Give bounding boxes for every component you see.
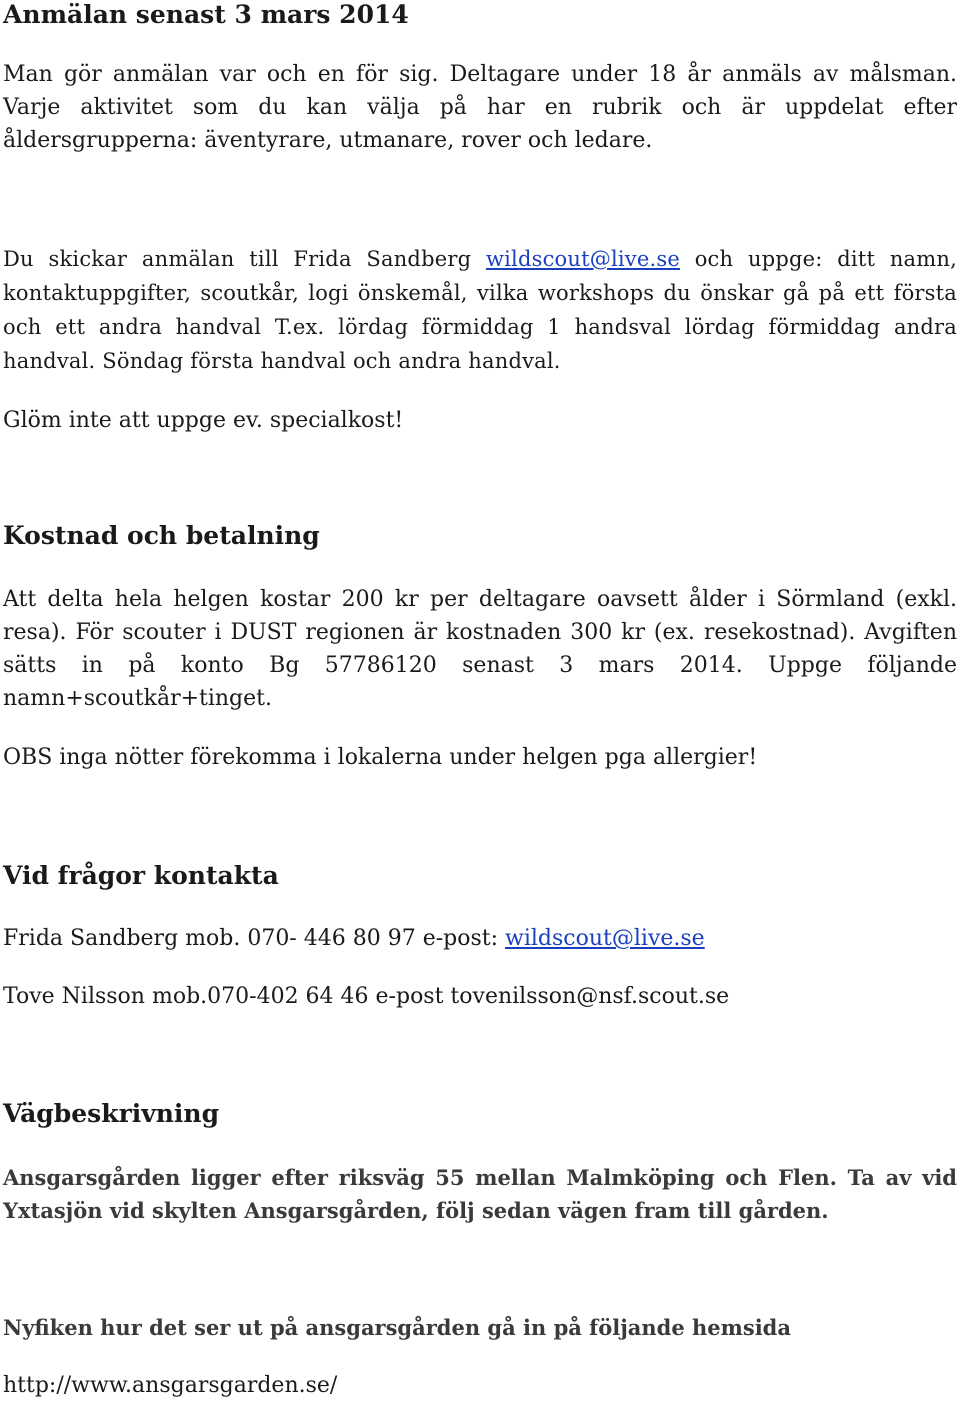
contact-frida [3, 922, 705, 955]
directions-text: Ansgarsgården ligger efter riksväg 55 mellan Malmköping och Flen. Ta av vid Yxtasjön vid skylten Ansgarsgården, följ sedan vägen fram till gården. [3, 1165, 957, 1223]
cost-heading: Kostnad och betalning [3, 521, 320, 550]
registration-heading: Anmälan senast 3 mars 2014 [3, 0, 409, 29]
nuts-notice: OBS inga nötter förekomma i lokalerna under helgen pga allergier! [3, 745, 758, 770]
registration-intro: Man gör anmälan var och en för sig. Deltagare under 18 år anmäls av målsman. Varje aktivitet som du kan välja på har en rubrik och är uppdelat efter åldersgrupperna: äventyrare, utmanare, rover och ledare. [3, 62, 957, 153]
contact-frida-text: Frida Sandberg mob. 070- 446 80 97 e-post: [3, 926, 506, 951]
contact-frida-email-link[interactable]: wildscout@live.se [505, 926, 705, 951]
registration-email-link[interactable]: wildscout@live.se [485, 247, 680, 271]
cost-text: Att delta hela helgen kostar 200 kr per deltagare oavsett ålder i Sörmland (exkl. resa). För scouter i DUST regionen är kostnaden 300 kr (ex. resekostnad). Avgiften sätts in på konto Bg 57786120 senast 3 mars 2014. Uppge följande namn+scoutkår+tinget. [3, 587, 957, 711]
registration-instructions [3, 242, 957, 378]
send-suffix: och uppge: ditt namn, kontaktuppgifter, scoutkår, logi önskemål, vilka workshops du önskar gå på ett första och ett andra handval T.ex. lördag förmiddag 1 handsval lördag förmiddag andra handval. Söndag första handval och andra handval. [3, 247, 957, 373]
diet-reminder: Glöm inte att uppge ev. specialkost! [3, 408, 404, 433]
send-prefix: Du skickar anmälan till Frida Sandberg [3, 247, 486, 271]
website-intro: Nyfiken hur det ser ut på ansgarsgården gå in på följande hemsida [3, 1315, 791, 1340]
contact-heading: Vid frågor kontakta [3, 861, 279, 890]
contact-tove: Tove Nilsson mob.070-402 64 46 e-post tovenilsson@nsf.scout.se [3, 984, 730, 1009]
website-url[interactable]: http://www.ansgarsgarden.se/ [3, 1373, 338, 1398]
directions-heading: Vägbeskrivning [3, 1099, 220, 1128]
